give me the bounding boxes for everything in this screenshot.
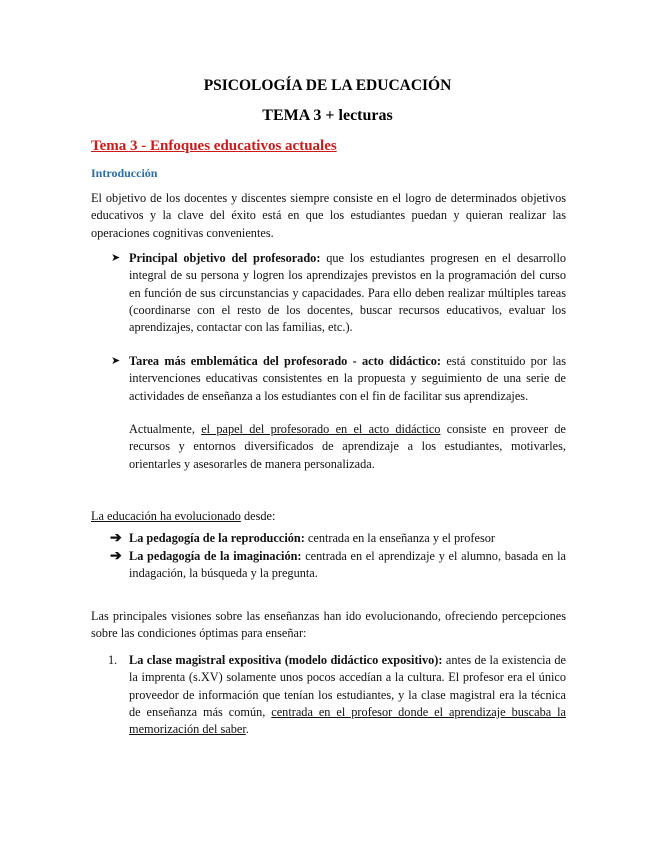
bullet-heading: Principal objetivo del profesorado: [129,251,321,265]
numbered-item-text: antes de la existencia de la imprenta (s.XV) solamente unos pocos accedían a la cultura. El profesor era el único proveedor de información que tenían los estudiantes, y la clase magistral era la técnica de enseñanza más común, [129,653,566,719]
arrow-item-heading: La pedagogía de la imaginación: [129,549,302,563]
arrow-item-text: centrada en el aprendizaje y el alumno, basada en la indagación, la búsqueda y la pregunta. [129,549,566,581]
arrow-item-heading: La pedagogía de la reproducción: [129,531,305,545]
numbered-item-end: . [245,722,249,737]
evolucion-post: desde: [240,509,276,523]
arrowhead-bullet-icon: ➤ [111,355,121,367]
right-arrow-icon: ➔ [110,549,122,564]
papel-paragraph [129,421,566,473]
bullet-objetivo [129,250,566,336]
papel-post: consiste en proveer de recursos y entornos diversificados de aprendizaje a los estudiantes, motivarles, orientarles y asesorarles de manera personalizada. [129,422,566,471]
papel-pre: Actualmente, [129,422,202,436]
right-arrow-icon: ➔ [110,531,122,546]
intro-paragraph: El objetivo de los docentes y discentes siempre consiste en el logro de determinados objetivos educativos y la clave del éxito está en que los estudiantes puedan y quieran realizar las operaciones cognitivas convenientes. [91,191,566,240]
arrow-item-reproduccion [129,530,566,547]
arrow-item-text: centrada en la enseñanza y el profesor [304,531,495,545]
subsection-heading: Introducción [91,166,158,180]
numbered-item-clase-magistral [129,652,566,738]
bullet-text: está constituido por las intervenciones educativas consistentes en la propuesta y seguimiento de una serie de actividades de enseñanza a los estudiantes con el fin de facilitar sus aprendizajes. [129,354,567,403]
arrowhead-bullet-icon: ➤ [111,252,121,264]
bullet-text: que los estudiantes progresen en el desarrollo integral de su persona y logren los aprendizajes previstos en la programación del curso en función de sus circunstancias y capacidades. Para ello deben realizar múltiples tareas (coordinarse con el resto de los docentes, buscar recursos educativos, evaluar los aprendizajes, contactar con las familias, etc.). [129,251,567,335]
arrow-item-imaginacion [129,548,566,583]
visiones-paragraph: Las principales visiones sobre las enseñanzas han ido evolucionando, ofreciendo percepciones sobre las condiciones óptimas para enseñar: [91,609,566,641]
bullet-tarea [129,353,566,405]
list-number: 1. [108,653,118,667]
papel-underlined: el papel del profesorado en el acto didáctico [201,422,441,436]
document-subtitle: TEMA 3 + lecturas [262,107,393,124]
section-heading: Tema 3 - Enfoques educativos actuales [91,138,337,154]
numbered-item-heading: La clase magistral expositiva (modelo didáctico expositivo): [129,653,443,667]
evolucion-underlined: La educación ha evolucionado [91,509,241,523]
evolucion-line [91,508,566,525]
document-title: PSICOLOGÍA DE LA EDUCACIÓN [203,77,452,94]
bullet-heading: Tarea más emblemática del profesorado - acto didáctico: [129,354,442,368]
numbered-item-underlined: centrada en el profesor donde el aprendizaje buscaba la memorización del saber [129,704,566,737]
